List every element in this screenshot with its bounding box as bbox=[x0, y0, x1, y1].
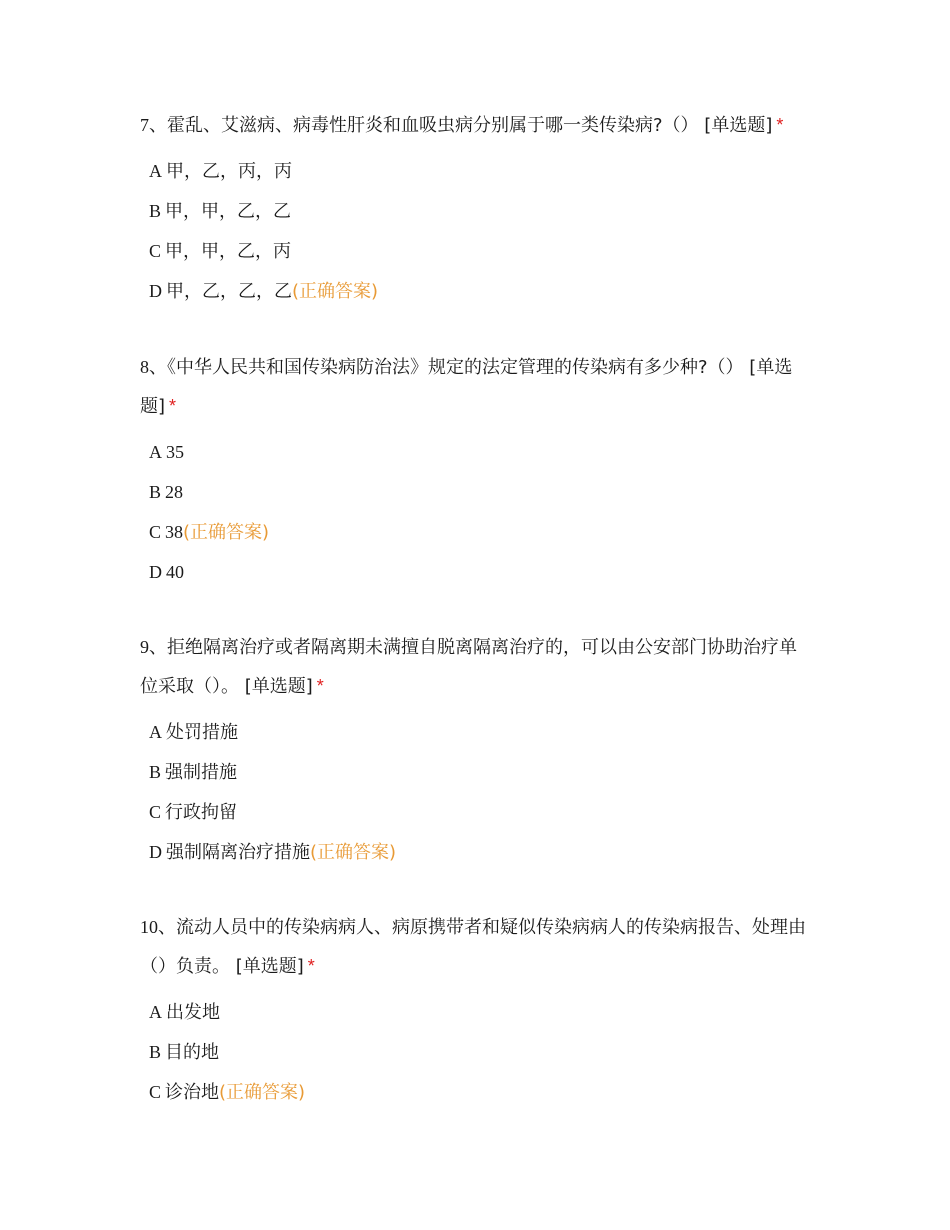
option-b: B 28 bbox=[149, 482, 184, 502]
option-c: C 38(正确答案) bbox=[149, 522, 270, 543]
correct-answer-tag: (正确答案) bbox=[310, 842, 397, 863]
question-type-label: [单选题] bbox=[704, 115, 773, 136]
question-7 bbox=[140, 106, 810, 311]
question-title: 10、流动人员中的传染病病人、病原携带者和疑似传染病病人的传染病报告、处理由（）负责。 [单选题] * bbox=[140, 917, 806, 977]
correct-answer-tag: (正确答案) bbox=[219, 1082, 306, 1103]
options-list bbox=[140, 151, 810, 311]
question-title: 7、霍乱、艾滋病、病毒性肝炎和血吸虫病分别属于哪一类传染病?（） [单选题] * bbox=[140, 115, 784, 136]
question-10 bbox=[140, 908, 810, 1112]
option-d: D 强制隔离治疗措施(正确答案) bbox=[149, 842, 397, 863]
question-type-label: [单选题] bbox=[235, 956, 304, 977]
option-a: A 处罚措施 bbox=[149, 722, 238, 743]
question-title: 8、《中华人民共和国传染病防治法》规定的法定管理的传染病有多少种?（） [单选题] * bbox=[140, 357, 793, 417]
question-type-label: [单选题] bbox=[244, 676, 313, 697]
option-c: C 行政拘留 bbox=[149, 802, 238, 823]
option-a: A 35 bbox=[149, 442, 184, 462]
option-b: B 目的地 bbox=[149, 1042, 220, 1063]
option-d: D 甲，乙，乙，乙(正确答案) bbox=[149, 281, 379, 302]
option-b: B 强制措施 bbox=[149, 762, 238, 783]
option-d: D 40 bbox=[149, 562, 184, 582]
required-asterisk: * bbox=[307, 956, 315, 976]
option-c: C 甲，甲，乙，丙 bbox=[149, 241, 292, 262]
required-asterisk: * bbox=[169, 396, 177, 416]
options-list bbox=[140, 992, 810, 1112]
question-8 bbox=[140, 348, 810, 592]
option-a: A 出发地 bbox=[149, 1002, 220, 1023]
option-c: C 诊治地(正确答案) bbox=[149, 1082, 306, 1103]
correct-answer-tag: (正确答案) bbox=[292, 281, 379, 302]
option-b: B 甲，甲，乙，乙 bbox=[149, 201, 292, 222]
question-9 bbox=[140, 628, 810, 872]
question-type-label: [单选题] bbox=[140, 357, 793, 417]
required-asterisk: * bbox=[316, 676, 324, 696]
options-list bbox=[140, 432, 810, 592]
options-list bbox=[140, 712, 810, 872]
option-a: A 甲，乙，丙，丙 bbox=[149, 161, 292, 182]
question-title: 9、拒绝隔离治疗或者隔离期未满擅自脱离隔离治疗的，可以由公安部门协助治疗单位采取（）。 [单选题] * bbox=[140, 637, 797, 697]
required-asterisk: * bbox=[776, 115, 784, 135]
correct-answer-tag: (正确答案) bbox=[183, 522, 270, 543]
